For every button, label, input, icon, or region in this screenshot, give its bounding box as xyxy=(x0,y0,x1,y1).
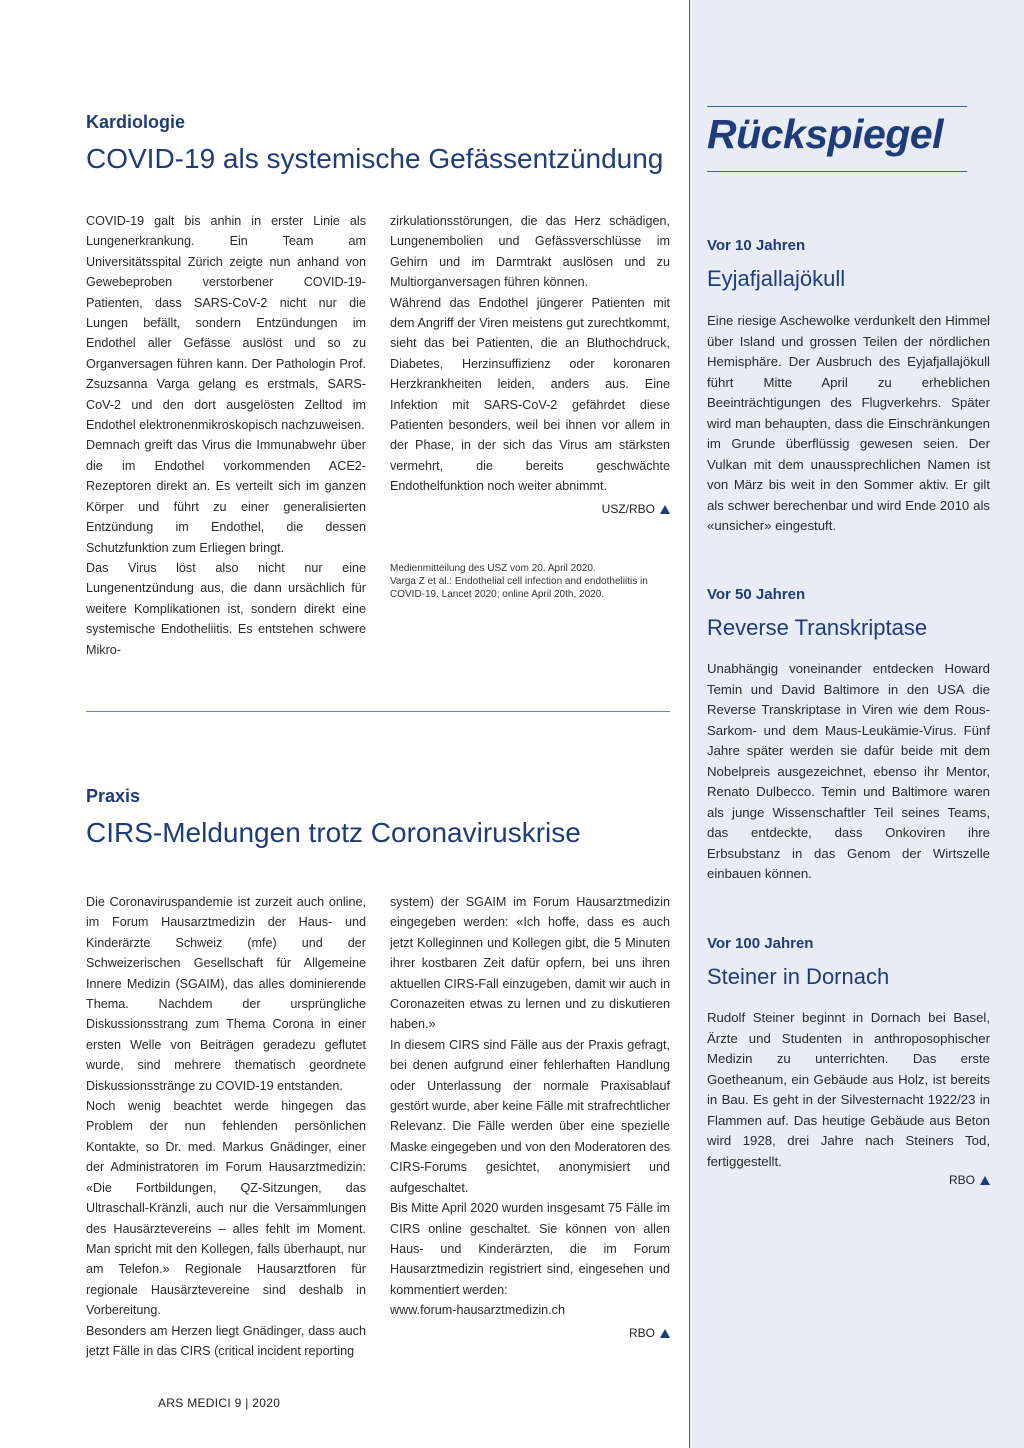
paragraph: Die Coronaviruspandemie ist zurzeit auch online, im Forum Hausarztmedizin der Haus- und Kinderärzte Schweiz (mfe) und der Schweizerischen Gesellschaft für Allgemeine Innere Medizin (SGAIM), das alles dominierende Thema. Nachdem der ursprüngliche Diskussionsstrang zum Thema Corona in einer ersten Welle von Beiträgen geradezu geflutet wurde, sind mehrere thematisch geordnete Diskussionsstränge zu COVID-19 entstanden. xyxy=(86,895,366,1093)
website-link[interactable]: www.forum-hausarztmedizin.ch xyxy=(390,1303,565,1318)
paragraph: In diesem CIRS sind Fälle aus der Praxis gefragt, bei denen aufgrund einer fehlerhaften Handlung oder Unterlassung der normale Praxisablauf gestört wurde, aber keine Fälle mit strafrechtlicher Relevanz. Die Fälle werden über eine spezielle Maske eingegeben und von den Moderatoren des CIRS-Forums gesichtet, anonymisiert und aufgeschaltet. xyxy=(390,1037,670,1195)
article1-column-2 xyxy=(390,211,670,519)
article1-kicker: Kardiologie xyxy=(86,112,186,132)
article2-column-1 xyxy=(86,892,366,1361)
paragraph: Demnach greift das Virus die Immunabwehr über die im Endothel vorkommenden ACE2-Rezeptoren direkt an. Es verteilt sich im ganzen Körper und führt zu einer generalisierten Entzündung im Endothel, die dessen Schutzfunktion zum Erliegen bringt. xyxy=(86,438,366,555)
article1-source xyxy=(390,562,670,601)
rueckspiegel-item-head: Reverse Transkriptase xyxy=(707,615,928,640)
rueckspiegel-item-body: Eine riesige Aschewolke verdunkelt den Himmel über Island und grossen Teilen der nördlichen Hemisphäre. Der Ausbruch des Eyjafjallajökull führt Mitte April zu erheblichen Beeinträchtigungen des Flugverkehrs. Später wird man behaupten, dass die Einschränkungen im Grunde überflüssig gewesen seien. Der Vulkan mit dem unaussprechlichen Namen ist von März bis weit in den Sommer aktiv. Er gilt als schwer berechenbar und wird Ende 2010 als «unsicher» eingestuft. xyxy=(707,313,990,533)
article2-kicker: Praxis xyxy=(86,786,141,806)
rueckspiegel-item-body: Rudolf Steiner beginnt in Dornach bei Basel, Ärzte und Studenten in anthroposophischer Medizin zu unterrichten. Das erste Goetheanum, ein Gebäude aus Holz, ist bereits in Bau. Es geht in der Silvesternacht 1922/23 in Flammen auf. Das heutige Gebäude aus Beton wird 1928, drei Jahre nach Steiners Tod, fertiggestellt. xyxy=(707,1010,990,1169)
paragraph: Besonders am Herzen liegt Gnädinger, dass auch jetzt Fälle in das CIRS (critical incident reporting xyxy=(86,1323,366,1358)
paragraph: zirkulationsstörungen, die das Herz schädigen, Lungenembolien und Gefässverschlüsse im Gehirn und im Darmtrakt auslösen und zu Multiorganversagen führen können. xyxy=(390,214,670,290)
rueckspiegel-item-kicker: Vor 10 Jahren xyxy=(707,237,806,254)
rueckspiegel-rule-bottom xyxy=(707,171,967,172)
article2-signature: RBO xyxy=(390,1323,670,1343)
paragraph: Das Virus löst also nicht nur eine Lungenentzündung aus, die dann ursächlich für weitere Komplikationen ist, sondern direkt eine systemische Endotheliitis. Es entstehen schwere Mikro- xyxy=(86,560,366,657)
rueckspiegel-item-head: Eyjafjallajökull xyxy=(707,266,846,291)
triangle-icon xyxy=(660,1329,670,1338)
paragraph: Bis Mitte April 2020 wurden insgesamt 75 Fälle im CIRS online geschaltet. Sie können von allen Haus- und Kinderärzten, die im Forum Hausarztmedizin registriert sind, eingesehen und kommentiert werden: xyxy=(390,1201,670,1297)
article1-title: COVID-19 als systemische Gefässentzündung xyxy=(86,143,664,174)
rueckspiegel-item-body: Unabhängig voneinander entdecken Howard Temin und David Baltimore in den USA die Reverse Transkriptase in Viren wie dem Rous-Sarkom- und dem Maus-Leukämie-Virus. Fünf Jahre später werden sie dafür beide mit dem Nobelpreis ausgezeichnet, ebenso ihr Mentor, Renato Dulbecco. Temin und Baltimore waren als junge Wissenschaftler Teil seines Teams, das entdeckte, dass Onkoviren ihre Erbsubstanz in das Genom der Wirtszelle einbauen können. xyxy=(707,661,990,881)
paragraph: Noch wenig beachtet werde hingegen das Problem der nun fehlenden persönlichen Kontakte, so Dr. med. Markus Gnädinger, einer der Administratoren im Forum Hausarztmedizin: «Die Fortbildungen, QZ-Sitzungen, das Ultraschall-Kränzli, auch nur die Versammlungen des Hausärztevereins – alles fehlt im Moment. Man spricht mit den Kollegen, falls überhaupt, nur am Telefon.» Regionale Hausarztforen für regionale Hausärztevereine sind deshalb in Vorbereitung. xyxy=(86,1099,366,1318)
source-line: Varga Z et al.: Endothelial cell infection and endotheliitis in COVID-19. Lancet 2020; online April 20th, 2020. xyxy=(390,576,648,600)
paragraph: system) der SGAIM im Forum Hausarztmedizin eingegeben werden: «Ich hoffe, dass es auch jetzt Kolleginnen und Kollegen gibt, die 5 Minuten ihrer kostbaren Zeit dafür opfern, bei uns ihren aktuellen CIRS-Fall einzugeben, damit wir auch in Coronazeiten etwas zu lernen und zu diskutieren haben.» xyxy=(390,895,670,1032)
rueckspiegel-item-head: Steiner in Dornach xyxy=(707,964,890,989)
paragraph: Während das Endothel jüngerer Patienten mit dem Angriff der Viren meistens gut zurechtkommt, sieht das bei Patienten, die an Bluthochdruck, Diabetes, Herzinsuffizienz oder koronaren Herzkrankheiten leiden, anders aus. Eine Infektion mit SARS-CoV-2 gefährdet diese Patienten besonders, weil bei ihnen vor allem in der Phase, in der sich das Virus am stärksten vermehrt, die bereits geschwächte Endothelfunktion noch weiter abnimmt. xyxy=(390,295,670,494)
article2-column-2 xyxy=(390,892,670,1343)
source-line: Medienmitteilung des USZ vom 20. April 2020. xyxy=(390,563,596,574)
rueckspiegel-rule-top xyxy=(707,106,967,107)
article2-title: CIRS-Meldungen trotz Coronaviruskrise xyxy=(86,817,581,848)
rueckspiegel-title: Rückspiegel xyxy=(707,111,944,157)
article1-column-1 xyxy=(86,211,366,660)
article1-signature: USZ/RBO xyxy=(390,499,670,519)
paragraph: COVID-19 galt bis anhin in erster Linie als Lungenerkrankung. Ein Team am Universitätsspital Zürich zeigte nun anhand von Gewebeproben verstorbener COVID-19-Patienten, dass SARS-CoV-2 nicht nur die Lungen befällt, sondern Entzündungen im Endothel aller Gefässe auslöst und so zu Organversagen führen kann. Der Pathologin Prof. Zsuzsanna Varga gelang es erstmals, SARS-CoV-2 und den dort ausgelösten Zelltod im Endothel elektronenmikroskopisch nachzuweisen. xyxy=(86,214,366,433)
rueckspiegel-signature: RBO xyxy=(707,1173,990,1187)
page-footer: ARS MEDICI 9 | 2020 xyxy=(158,1396,281,1410)
rueckspiegel-item-kicker: Vor 100 Jahren xyxy=(707,935,814,952)
section-divider xyxy=(86,711,670,712)
triangle-icon xyxy=(980,1176,990,1185)
triangle-icon xyxy=(660,505,670,514)
rueckspiegel-item-kicker: Vor 50 Jahren xyxy=(707,586,806,603)
